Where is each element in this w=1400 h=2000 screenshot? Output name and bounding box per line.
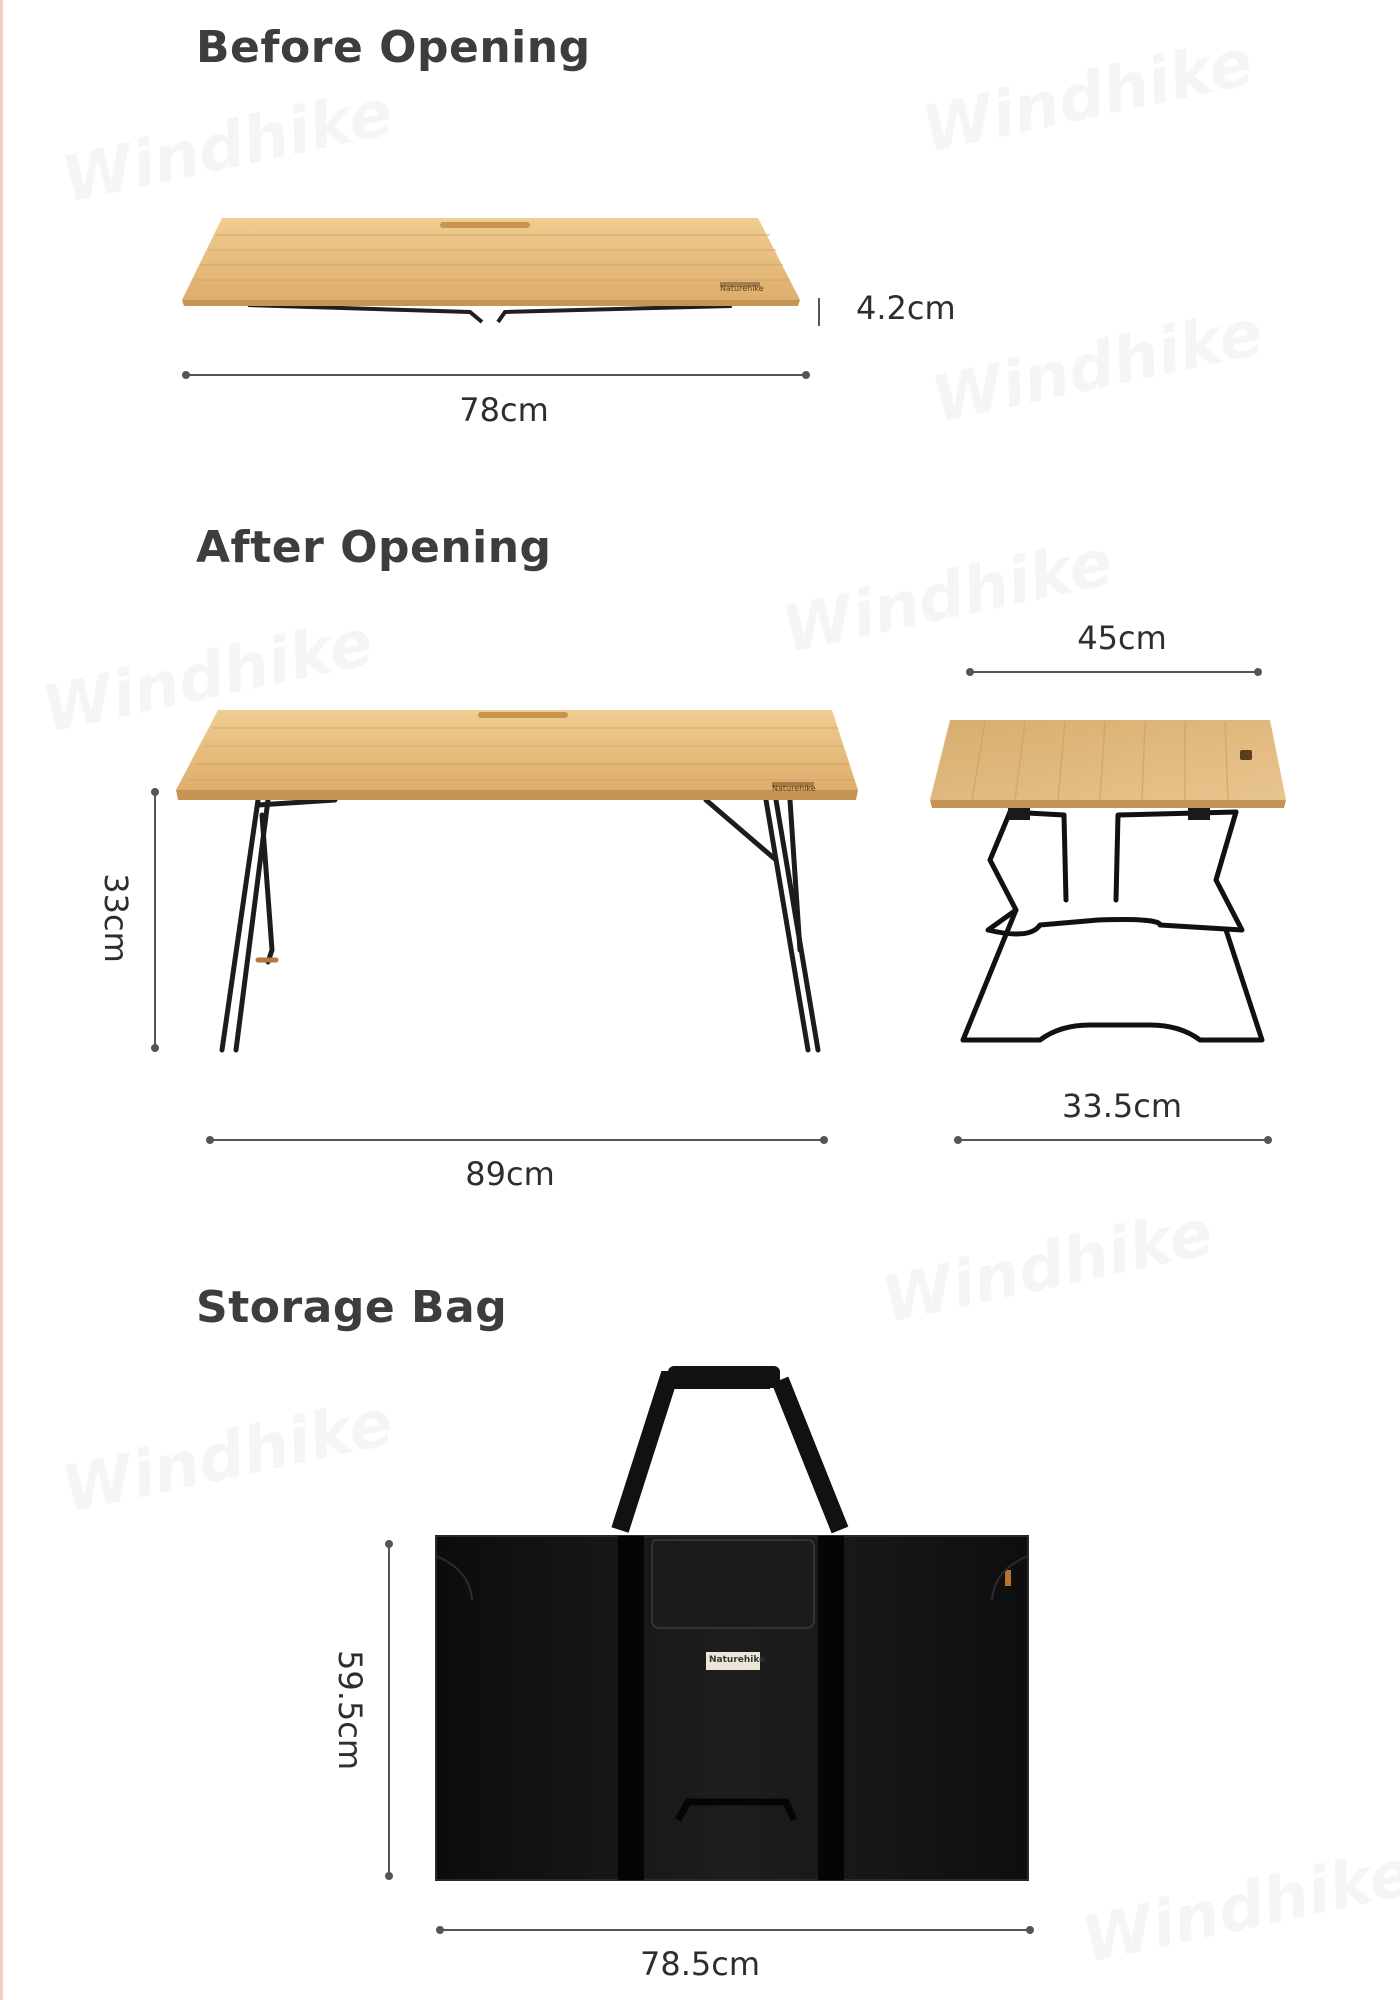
folded-tabletop <box>182 218 800 306</box>
after-opening-heading: After Opening <box>196 522 552 573</box>
dimension-endpoint <box>820 1136 828 1144</box>
tabletop-brand-mark: Naturehike <box>720 284 764 293</box>
dimension-endpoint <box>436 1926 444 1934</box>
dimension-endpoint <box>151 1044 159 1052</box>
bag-width-line <box>440 1929 1030 1931</box>
large-table-height-label: 33cm <box>97 873 135 963</box>
large-table-width-line <box>210 1139 824 1141</box>
large-table-legs <box>222 800 818 1050</box>
dimension-endpoint <box>182 371 190 379</box>
dimension-endpoint <box>385 1872 393 1880</box>
dimension-endpoint <box>385 1540 393 1548</box>
large-tabletop <box>176 710 858 800</box>
before-opening-heading: Before Opening <box>196 22 591 73</box>
bag-height-line <box>388 1544 390 1876</box>
dimension-endpoint <box>151 788 159 796</box>
small-table-top-width-line <box>970 671 1258 673</box>
tabletop-brand-mark: Naturehike <box>772 784 816 793</box>
small-table-top-width-label: 45cm <box>1077 619 1167 657</box>
dimension-endpoint <box>802 371 810 379</box>
small-table-base-width-line <box>958 1139 1268 1141</box>
dimension-endpoint <box>954 1136 962 1144</box>
large-table-height-line <box>154 792 156 1048</box>
width-line-before <box>186 374 806 376</box>
small-table-base-width-label: 33.5cm <box>1061 1087 1183 1125</box>
large-table-width-label: 89cm <box>465 1155 555 1193</box>
dimension-endpoint <box>966 668 974 676</box>
bag-brand-label: Naturehike <box>709 1655 766 1665</box>
bag-width-label: 78.5cm <box>639 1945 761 1983</box>
storage-bag <box>436 1366 1028 1880</box>
small-tabletop <box>930 720 1286 820</box>
dimension-endpoint <box>1254 668 1262 676</box>
width-label-before: 78cm <box>459 391 549 429</box>
bag-height-label: 59.5cm <box>331 1649 369 1771</box>
height-marker-before <box>818 298 820 326</box>
dimension-endpoint <box>1026 1926 1034 1934</box>
storage-bag-heading: Storage Bag <box>196 1282 508 1333</box>
small-table-frame <box>963 812 1262 1040</box>
height-label-before: 4.2cm <box>856 289 956 327</box>
dimension-endpoint <box>1264 1136 1272 1144</box>
dimension-endpoint <box>206 1136 214 1144</box>
